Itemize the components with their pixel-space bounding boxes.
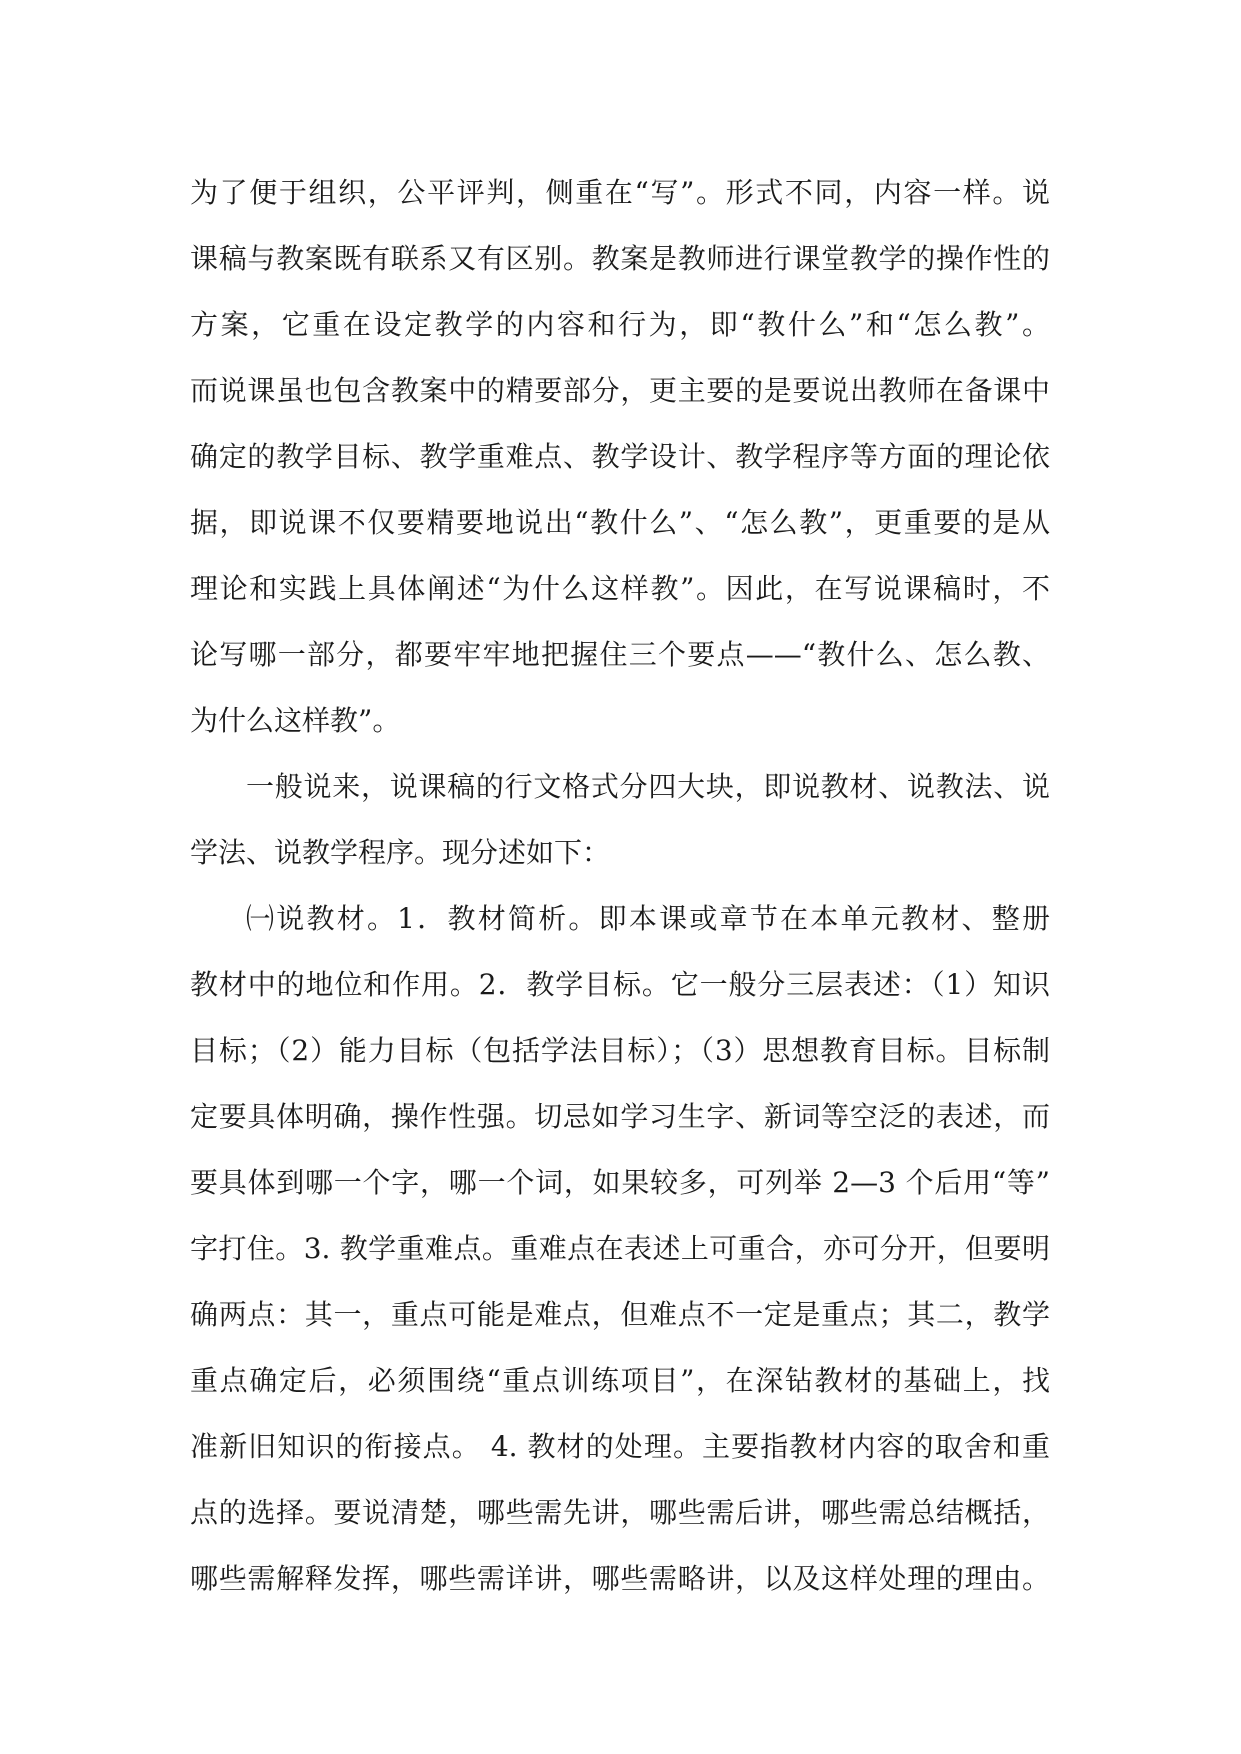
text-line: 论写哪一部分，都要牢牢地把握住三个要点——“教什么、怎么教、 [190,638,1050,671]
text-line: 要具体到哪一个字，哪一个词，如果较多，可列举 2—3 个后用“等” [190,1166,1050,1199]
text-line: 定要具体明确，操作性强。切忌如学习生字、新词等空泛的表述，而 [190,1100,1050,1133]
text-line: 为了便于组织，公平评判，侧重在“写”。形式不同，内容一样。说 [190,176,1050,209]
text-line: 点的选择。要说清楚，哪些需先讲，哪些需后讲，哪些需总结概括， [190,1496,1050,1529]
paragraph-first-line: ㈠说教材。1．教材简析。即本课或章节在本单元教材、整册 [246,902,1050,935]
text-line: 目标；（2）能力目标（包括学法目标）；（3）思想教育目标。目标制 [190,1034,1050,1067]
text-line: 重点确定后，必须围绕“重点训练项目”，在深钻教材的基础上，找 [190,1364,1050,1397]
text-line: 理论和实践上具体阐述“为什么这样教”。因此，在写说课稿时，不 [190,572,1050,605]
text-line: 学法、说教学程序。现分述如下： [190,836,611,869]
text-line: 课稿与教案既有联系又有区别。教案是教师进行课堂教学的操作性的 [190,242,1050,275]
body-text [190,160,1050,1612]
text-line: 为什么这样教”。 [190,704,401,737]
text-line: 确定的教学目标、教学重难点、教学设计、教学程序等方面的理论依 [190,440,1050,473]
text-line: 教材中的地位和作用。2．教学目标。它一般分三层表述：（1）知识 [190,968,1050,1001]
text-line: 字打住。3. 教学重难点。重难点在表述上可重合，亦可分开，但要明 [190,1232,1050,1265]
text-line: 方案，它重在设定教学的内容和行为，即“教什么”和“怎么教”。 [190,308,1050,341]
text-line: 哪些需解释发挥，哪些需详讲，哪些需略讲，以及这样处理的理由。 [190,1562,1050,1595]
text-line: 准新旧知识的衔接点。 4. 教材的处理。主要指教材内容的取舍和重 [190,1430,1050,1463]
text-line: 确两点：其一，重点可能是难点，但难点不一定是重点；其二，教学 [190,1298,1050,1331]
paragraph-first-line: 一般说来，说课稿的行文格式分四大块，即说教材、说教法、说 [246,770,1050,803]
text-line: 而说课虽也包含教案中的精要部分，更主要的是要说出教师在备课中 [190,374,1050,407]
text-line: 据，即说课不仅要精要地说出“教什么”、“怎么教”，更重要的是从 [190,506,1050,539]
